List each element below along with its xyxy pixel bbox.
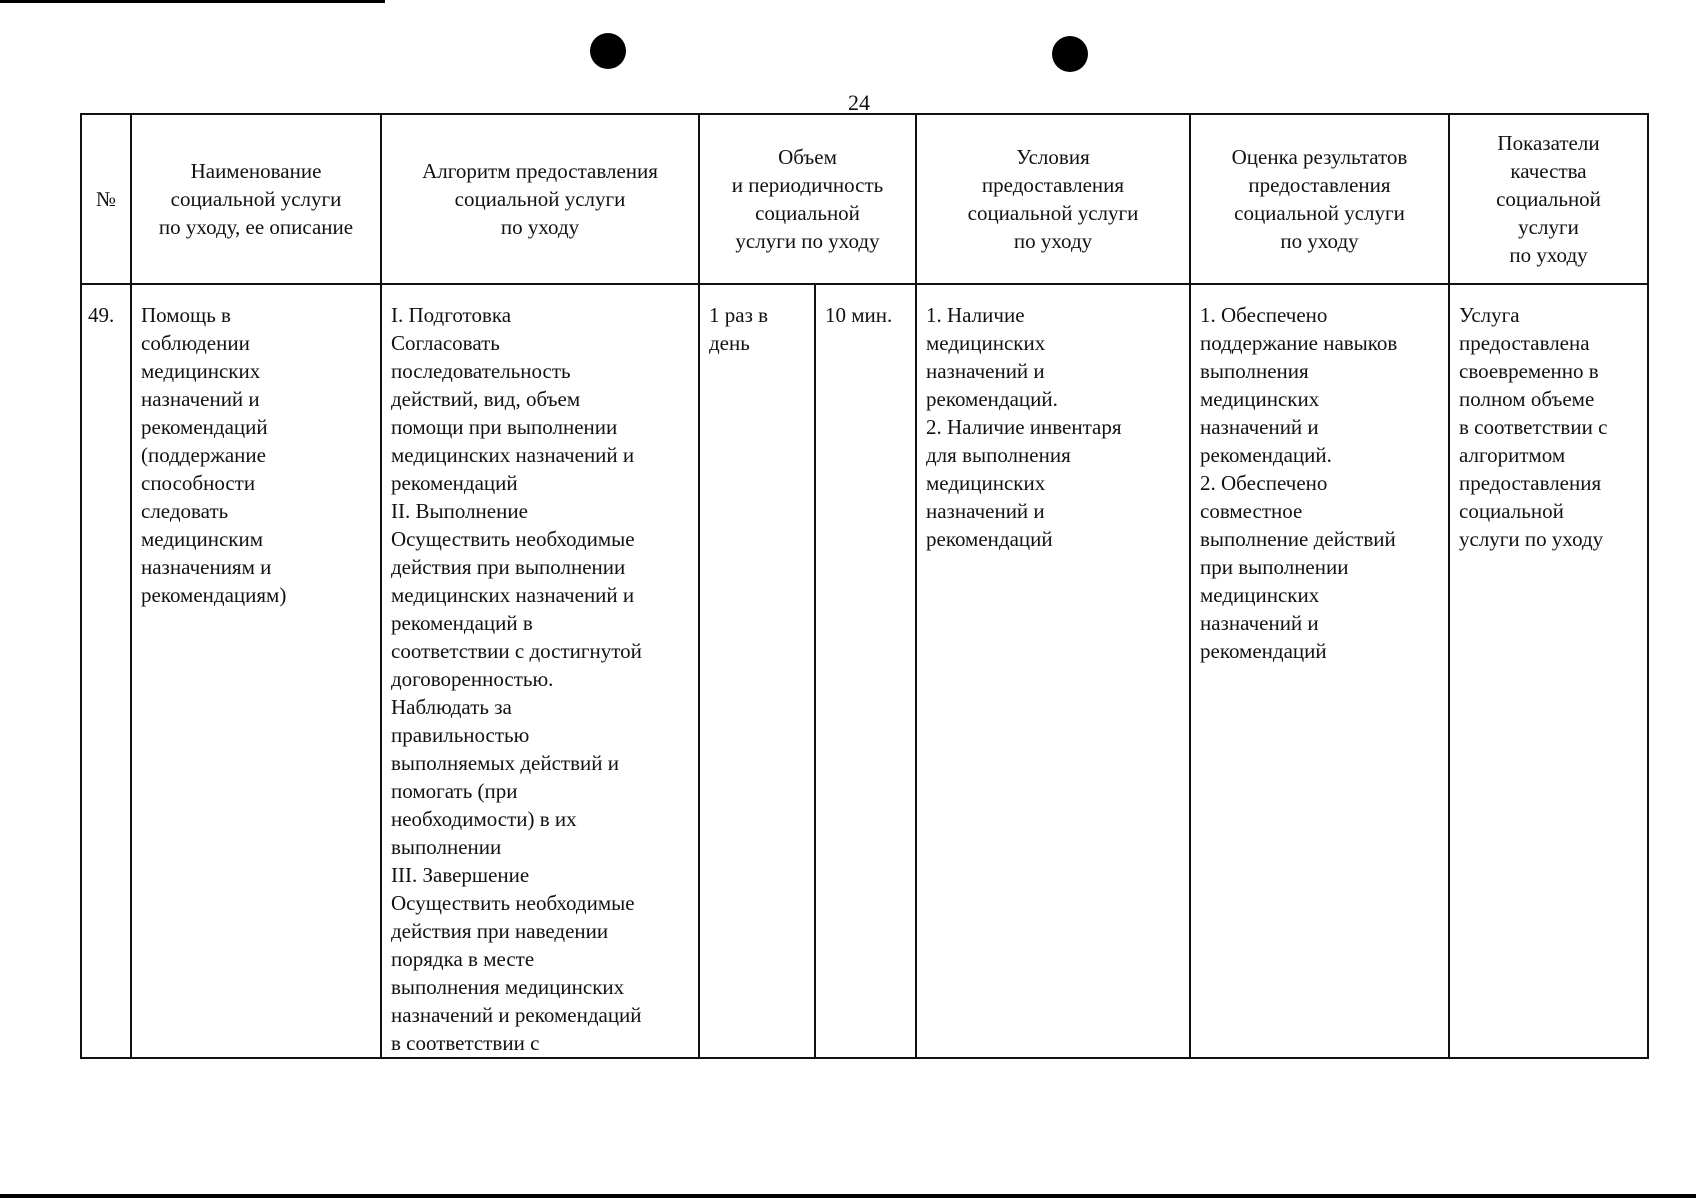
page-number: 24 xyxy=(848,90,870,115)
header-num: № xyxy=(81,114,131,284)
row-algorithm: I. Подготовка Согласовать последовательность действий, вид, объем помощи при выполнении медицинских назначений и рекомендаций II. Выполнение Осуществить необходимые действия при выполнении медицинских назначений и рекомендаций в соответствии с достигнутой договоренностью. Наблюдать за правильностью выполняемых действий и помогать (при необходимости) в их выполнении III. Завершение Осуществить необходимые действия при наведении порядка в месте выполнения медицинских назначений и рекомендаций в соответствии с xyxy=(381,284,699,1058)
punch-hole-right xyxy=(1052,36,1088,72)
row-frequency: 1 раз в день xyxy=(700,285,816,1057)
row-name: Помощь в соблюдении медицинских назначений и рекомендаций (поддержание способности следовать медицинским назначениям и рекомендациям) xyxy=(131,284,381,1058)
row-num: 49. xyxy=(81,284,131,1058)
punch-hole-left xyxy=(590,33,626,69)
table-row xyxy=(81,284,1648,1058)
row-quality: Услуга предоставлена своевременно в полном объеме в соответствии с алгоритмом предоставления социальной услуги по уходу xyxy=(1449,284,1648,1058)
header-volume: Объем и периодичность социальной услуги по уходу xyxy=(699,114,916,284)
header-conditions: Условия предоставления социальной услуги по уходу xyxy=(916,114,1190,284)
header-algorithm: Алгоритм предоставления социальной услуги по уходу xyxy=(381,114,699,284)
header-quality: Показатели качества социальной услуги по уходу xyxy=(1449,114,1648,284)
row-volume xyxy=(699,284,916,1058)
row-conditions: 1. Наличие медицинских назначений и рекомендаций. 2. Наличие инвентаря для выполнения медицинских назначений и рекомендаций xyxy=(916,284,1190,1058)
scan-edge-top xyxy=(0,0,385,3)
row-duration: 10 мин. xyxy=(825,303,893,327)
scan-edge-bottom xyxy=(0,1194,1696,1198)
header-name: Наименование социальной услуги по уходу, ее описание xyxy=(131,114,381,284)
header-evaluation: Оценка результатов предоставления социальной услуги по уходу xyxy=(1190,114,1449,284)
service-table xyxy=(80,113,1649,1059)
row-evaluation: 1. Обеспечено поддержание навыков выполнения медицинских назначений и рекомендаций. 2. Обеспечено совместное выполнение действий при выполнении медицинских назначений и рекомендаций xyxy=(1190,284,1449,1058)
table-header-row xyxy=(81,114,1648,284)
